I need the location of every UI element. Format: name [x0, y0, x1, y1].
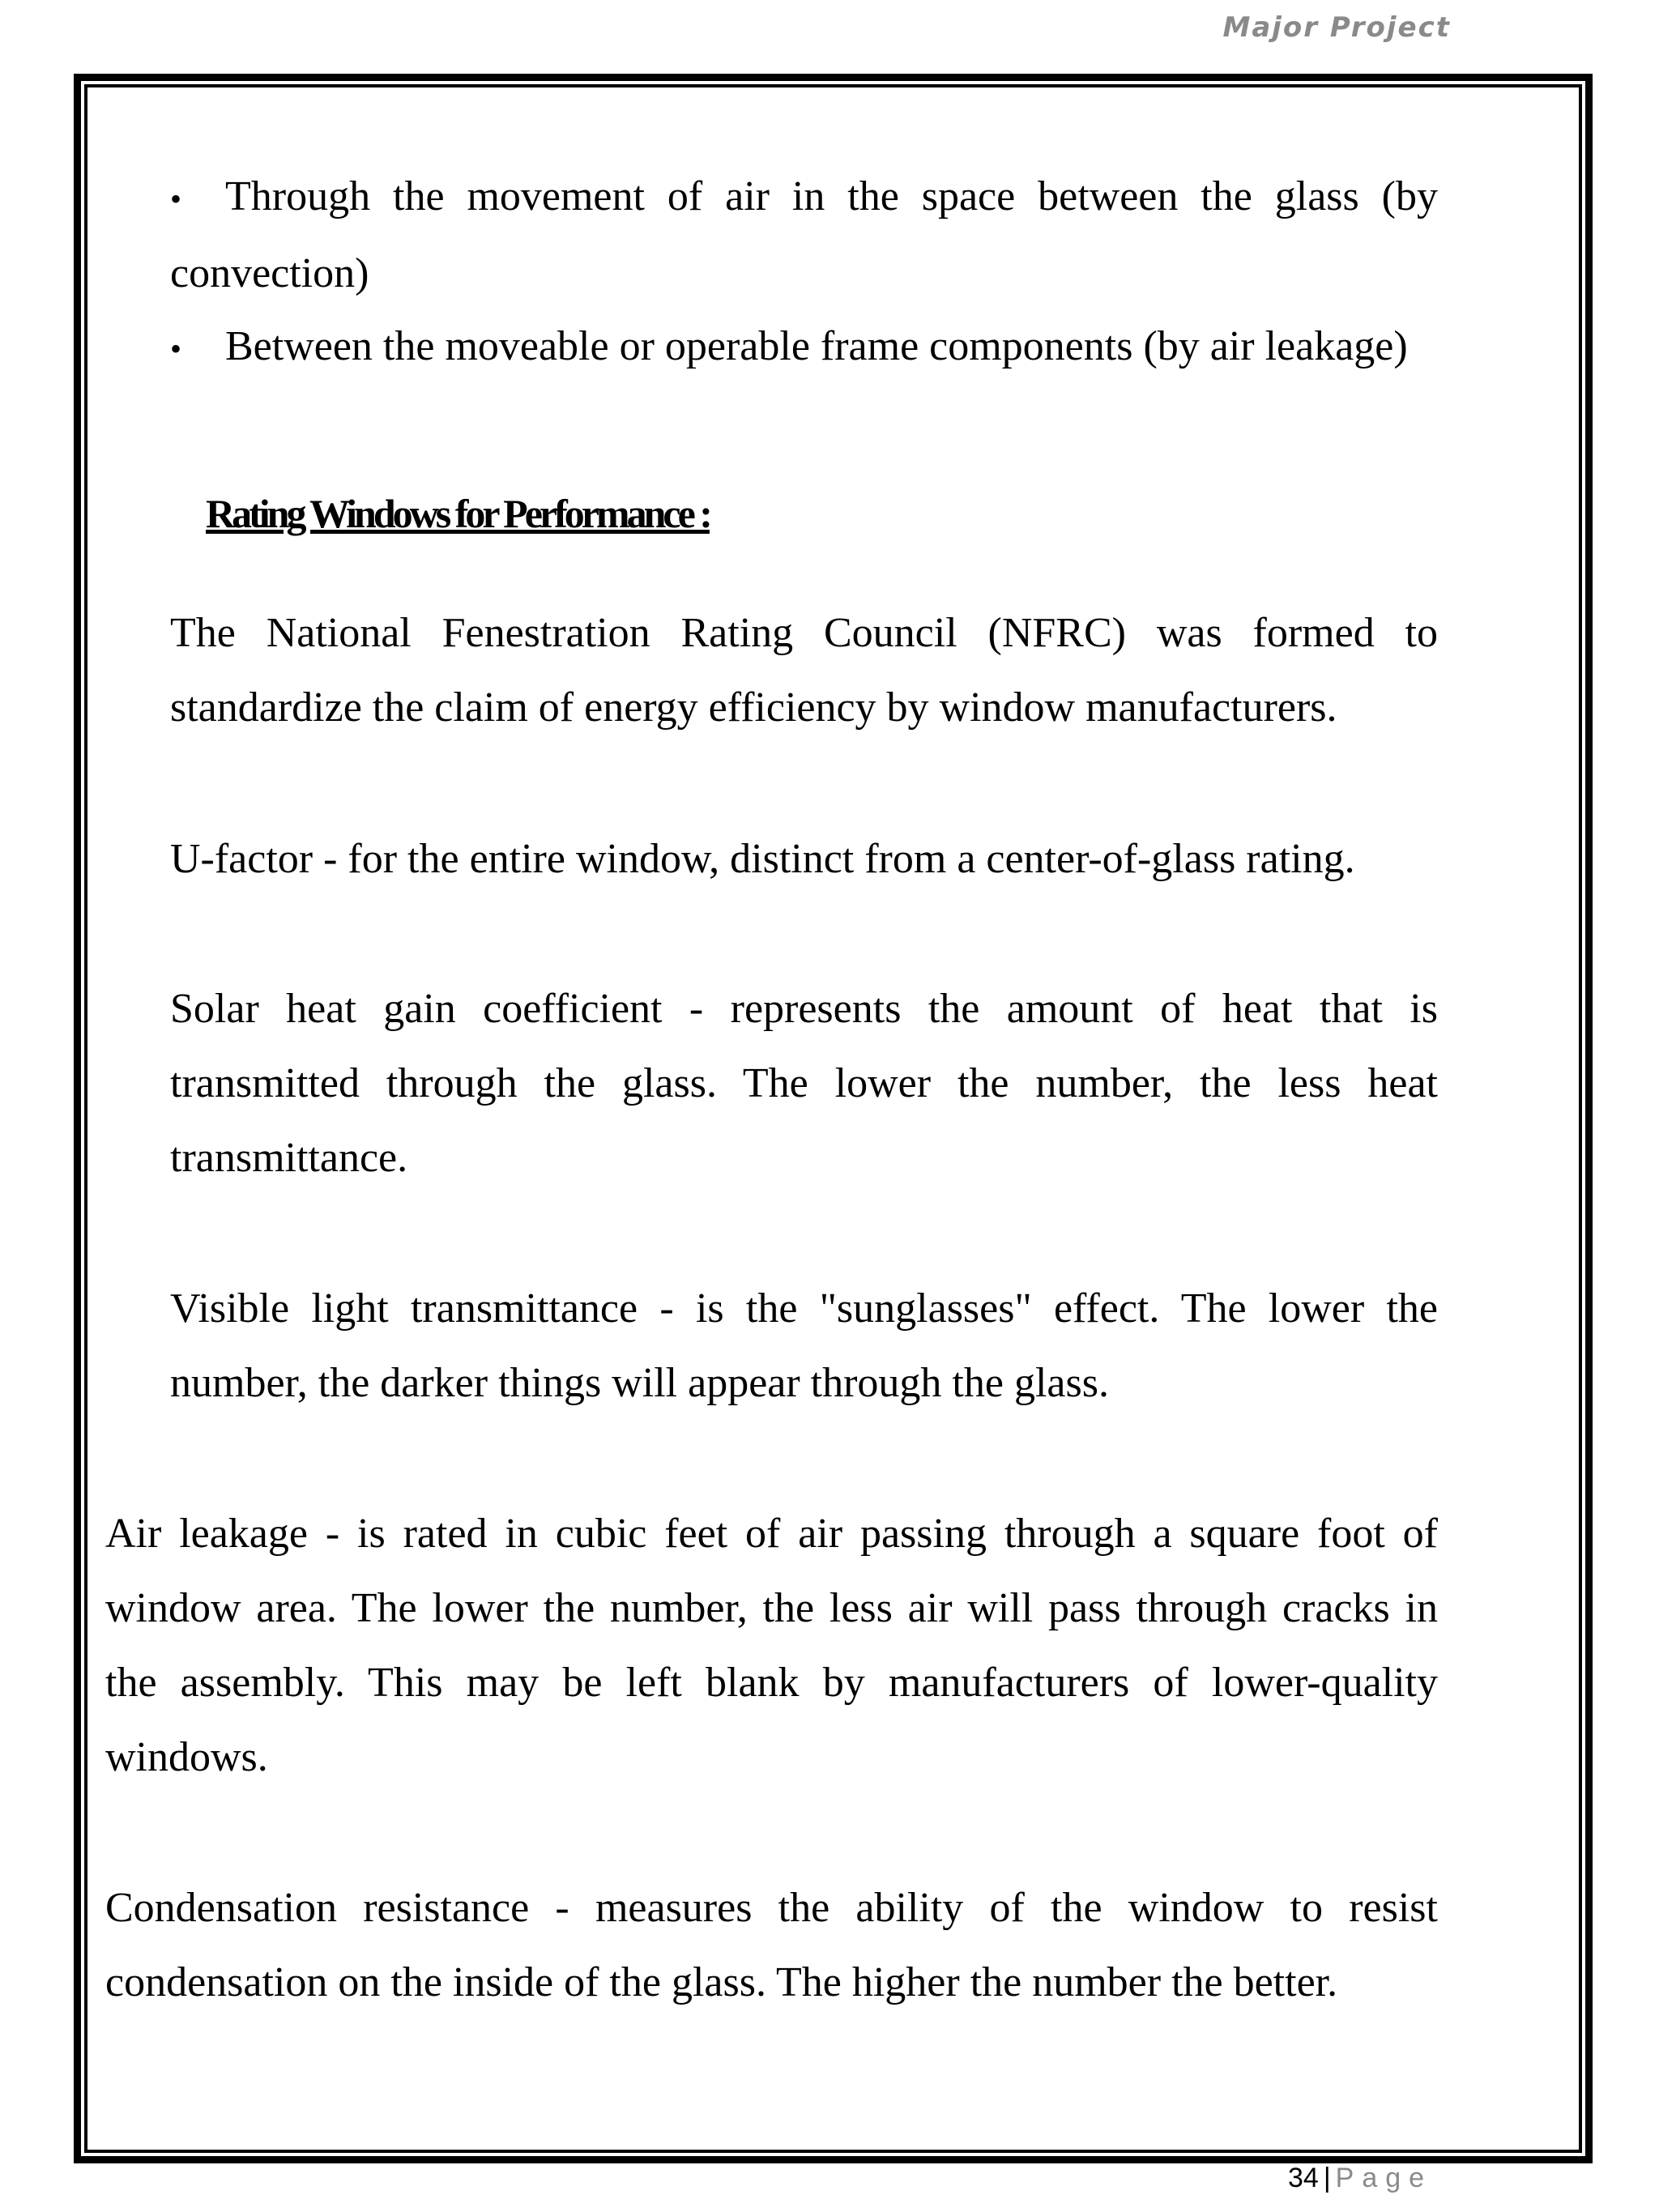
- page-label: Page: [1335, 2163, 1433, 2193]
- running-header: Major Project: [1222, 11, 1451, 44]
- footer-separator: |: [1323, 2163, 1331, 2193]
- paragraph-ufactor: U-factor - for the entire window, distinct from a center-of-glass rating.: [170, 836, 1355, 882]
- paragraph-vlt: Visible light transmittance - is the "sunglasses" effect. The lower the number, the darker things will appear through the glass.: [170, 1285, 1438, 1406]
- bullet-text: Through the movement of air in the space between the glass (by convection): [170, 173, 1438, 296]
- bullet-item: [170, 309, 1438, 386]
- page-footer: [1288, 2163, 1432, 2194]
- paragraph-shgc: Solar heat gain coefficient - represents the amount of heat that is transmitted through the glass. The lower the number, the less heat transmittance.: [170, 986, 1438, 1181]
- bullet-text: Between the moveable or operable frame components (by air leakage): [225, 323, 1408, 369]
- paragraph-nfrc: The National Fenestration Rating Council (NFRC) was formed to standardize the claim of energy efficiency by window manufacturers.: [170, 610, 1438, 731]
- paragraph-air-leakage: Air leakage - is rated in cubic feet of air passing through a square foot of window area. The lower the number, the less air will pass through cracks in the assembly. This may be left blank by manufacturers of lower-quality windows.: [105, 1511, 1438, 1780]
- page-number: 34: [1288, 2163, 1319, 2193]
- paragraph-condensation: Condensation resistance - measures the ability of the window to resist condensation on the inside of the glass. The higher the number the better.: [105, 1885, 1438, 2005]
- section-heading: Rating Windows for Performance :: [206, 491, 710, 536]
- bullet-icon: •: [170, 330, 182, 367]
- bullet-item: [170, 160, 1438, 311]
- bullet-icon: •: [170, 181, 182, 217]
